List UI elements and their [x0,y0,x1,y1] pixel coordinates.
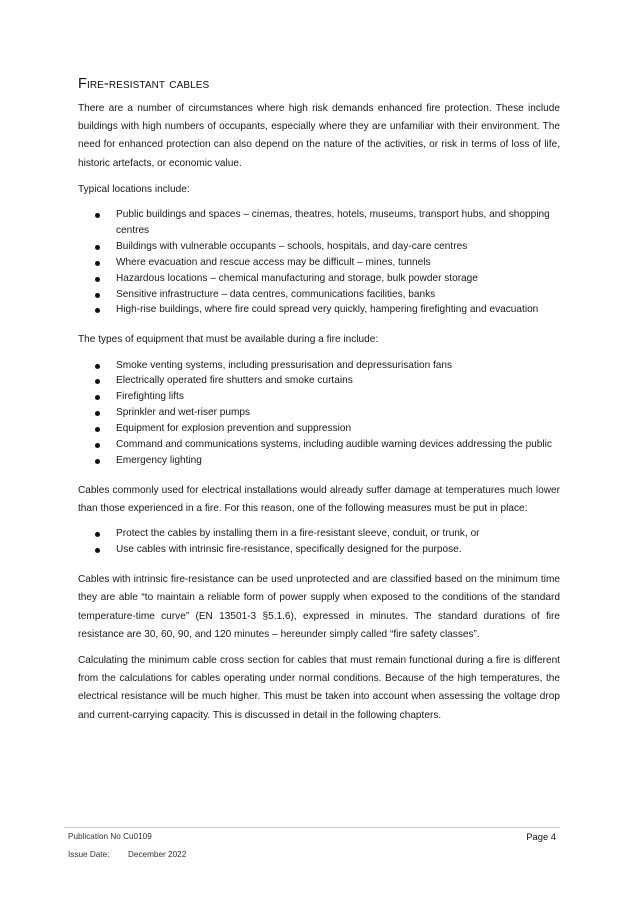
bullet-icon [95,277,100,282]
bullet-icon [95,427,100,432]
bullet-icon [95,213,100,218]
measures-list [78,526,560,558]
page-footer [64,827,560,864]
document-body [78,76,560,733]
list-item: Sprinkler and wet-riser pumps [78,405,560,421]
bullet-icon [95,532,100,537]
issue-date-value: December 2022 [128,850,187,859]
bullet-icon [95,364,100,369]
list-item: Public buildings and spaces – cinemas, theatres, hotels, museums, transport hubs, and shopping centres [78,207,560,239]
bullet-icon [95,443,100,448]
list-item: Electrically operated fire shutters and smoke curtains [78,373,560,389]
bullet-icon [95,395,100,400]
list-item: Sensitive infrastructure – data centres, communications facilities, banks [78,287,560,303]
calculation-paragraph: Calculating the minimum cable cross section for cables that must remain functional during a fire is different from the calculations for cables operating under normal conditions. Because of the high temperatures, the electrical resistance will be much higher. This must be taken into account when assessing the voltage drop and current-carrying capacity. This is discussed in detail in the following chapters. [78,654,560,721]
list-item: Command and communications systems, including audible warning devices addressing the public [78,437,560,453]
page-number: Page 4 [526,831,556,842]
list-item: Where evacuation and rescue access may be difficult – mines, tunnels [78,255,560,271]
section-title: Fire-resistant cables [78,76,210,92]
bullet-icon [95,411,100,416]
bullet-icon [95,548,100,553]
list-item: Smoke venting systems, including pressurisation and depressurisation fans [78,358,560,374]
bullet-icon [95,308,100,313]
issue-date-label: Issue Date: [68,850,110,859]
list-item: Use cables with intrinsic fire-resistance, specifically designed for the purpose. [78,542,560,558]
intro-paragraph: There are a number of circumstances where high risk demands enhanced fire protection. These include buildings with high numbers of occupants, especially where they are unfamiliar with their environment. The need for enhanced protection can also depend on the nature of the activities, or risk in terms of loss of life, historic artefacts, or economic value. [78,103,560,169]
list-item: Hazardous locations – chemical manufacturing and storage, bulk powder storage [78,271,560,287]
list-item: High-rise buildings, where fire could spread very quickly, hampering firefighting and evacuation [78,302,560,318]
equipment-lead: The types of equipment that must be available during a fire include: [78,334,379,346]
measures-lead: Cables commonly used for electrical installations would already suffer damage at temperatures much lower than those experienced in a fire. For this reason, one of the following measures must be put in place: [78,484,560,515]
bullet-icon [95,245,100,250]
locations-list [78,207,560,318]
publication-number: Publication No Cu0109 [68,832,152,841]
list-item: Equipment for explosion prevention and suppression [78,421,560,437]
bullet-icon [95,261,100,266]
list-item: Protect the cables by installing them in a fire-resistant sleeve, conduit, or trunk, or [78,526,560,542]
intrinsic-paragraph: Cables with intrinsic fire-resistance can be used unprotected and are classified based on the minimum time they are able “to maintain a reliable form of power supply when exposed to the conditions of the standard temperature-time curve” (EN 13501-3 §5.1.6), expressed in minutes. The standard durations of fire resistance are 30, 60, 90, and 120 minutes – hereunder simply called “fire safety classes”. [78,574,560,640]
list-item: Buildings with vulnerable occupants – schools, hospitals, and day-care centres [78,239,560,255]
equipment-list [78,358,560,469]
list-item: Emergency lighting [78,453,560,469]
bullet-icon [95,459,100,464]
bullet-icon [95,379,100,384]
list-item: Firefighting lifts [78,389,560,405]
bullet-icon [95,293,100,298]
locations-lead: Typical locations include: [78,183,190,195]
